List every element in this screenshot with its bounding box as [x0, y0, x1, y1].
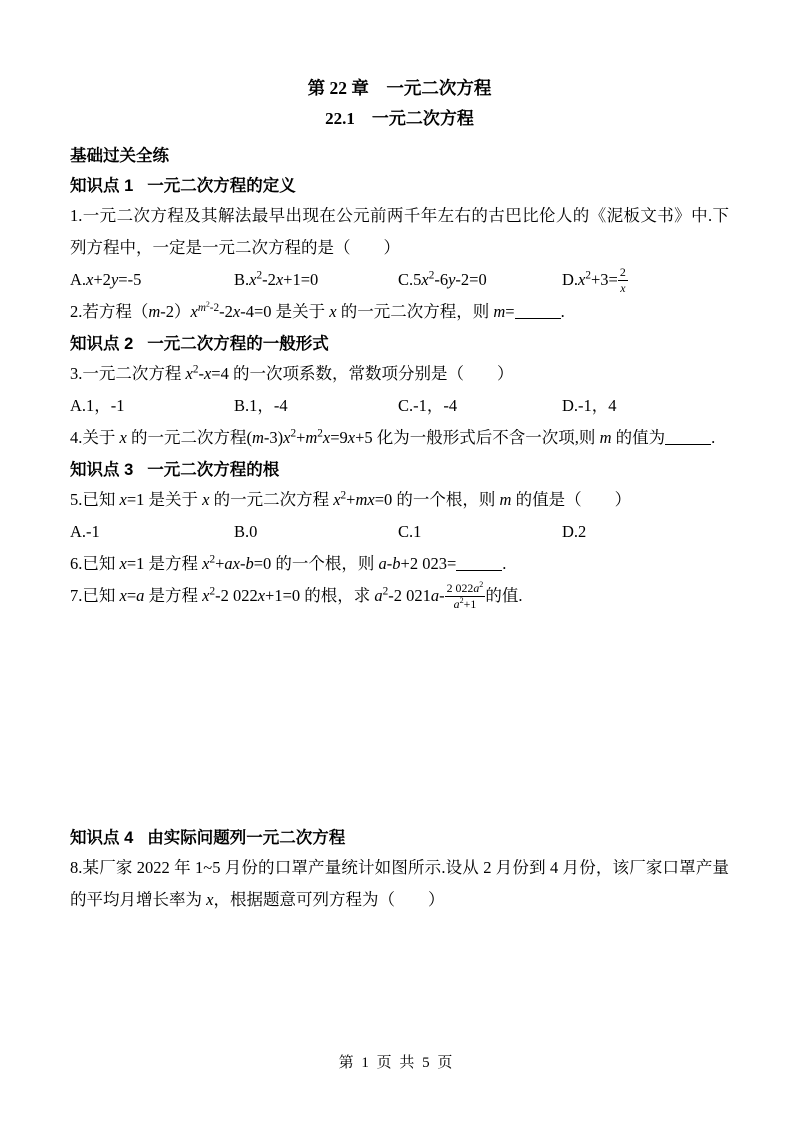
question-5-text: 5.已知 x=1 是关于 x 的一元二次方程 $x^2+mx=0$ 的一个根，则 m 的值是（ ） — [70, 489, 632, 509]
question-6-text: 6.已知 x=1 是方程 $x^2+ax-b=0$ 的一个根，则 a-b+2 023= . — [70, 553, 507, 573]
work-space — [70, 612, 729, 822]
kp2-title: 一元二次方程的一般形式 — [147, 335, 329, 353]
practice-section-label: 基础过关全练 — [70, 147, 169, 165]
q3-option-b: B.1，-4 — [234, 396, 288, 415]
q1-option-b: $B.x^2-2x+1=0$ — [234, 269, 319, 289]
kp3-title: 一元二次方程的根 — [147, 461, 280, 479]
question-3-options — [70, 390, 729, 422]
question-3-text: 3.一元二次方程 $x^2-x=4$ 的一次项系数，常数项分别是（ ） — [70, 363, 514, 383]
section-title: 22.1 一元二次方程 — [325, 109, 474, 128]
chapter-title: 第 22 章 一元二次方程 — [307, 78, 492, 98]
q3-option-d: D.-1，4 — [562, 396, 617, 415]
kp4-label: 知识点 4 — [70, 829, 134, 847]
q3-option-a: A.1，-1 — [70, 396, 125, 415]
question-2-text: 2.若方程$(m-2)x^{m^2-2}-2x-4=0$ 是关于 x 的一元二次方程，则 m= . — [70, 298, 565, 321]
knowledge-point-2 — [70, 331, 729, 358]
kp1-title: 一元二次方程的定义 — [147, 177, 296, 195]
kp2-label: 知识点 2 — [70, 335, 134, 353]
kp1-label: 知识点 1 — [70, 177, 134, 195]
q1-option-d: $D.x^2+3=$ $\frac{2}{x}$ — [562, 265, 626, 295]
q5-option-c: C.1 — [398, 522, 422, 541]
q1-option-c: $C.5x^2-6y-2=0$ — [398, 269, 487, 289]
q5-option-b: B.0 — [234, 522, 258, 541]
knowledge-point-1 — [70, 173, 729, 200]
knowledge-point-3 — [70, 457, 729, 484]
kp4-title: 由实际问题列一元二次方程 — [147, 829, 346, 847]
question-5-options — [70, 516, 729, 548]
q1-option-a: A.x+2y=-5 — [70, 270, 142, 289]
q3-option-c: C.-1，-4 — [398, 396, 458, 415]
question-1-text: 1.一元二次方程及其解法最早出现在公元前两千年左右的古巴比伦人的《泥板文书》中.下列方程中，一定是一元二次方程的是（ ） — [70, 206, 729, 257]
question-4-text: 4.关于 x 的一元二次方程$(m-3)x^2+m^2x=9x+5$ 化为一般形式后不含一次项,则 m 的值为 . — [70, 427, 716, 447]
question-1-options — [70, 264, 729, 296]
page-footer: 第 1 页 共 5 页 — [338, 1055, 455, 1071]
q5-option-a: A.-1 — [70, 522, 100, 541]
question-8-text: 8.某厂家 2022 年 1~5 月份的口罩产量统计如图所示.设从 2 月份到 4 月份，该厂家口罩产量的平均月增长率为 x，根据题意可列方程为（ ） — [70, 858, 729, 909]
question-7-text: 7.已知 x=a 是方程 $x^2-2$ 022x+1=0 的根，求 $a^2-2$ 021a- $\frac{2 022a^2}{a^2+1}$ 的值. — [70, 580, 523, 611]
knowledge-point-4 — [70, 825, 729, 852]
q5-option-d: D.2 — [562, 522, 587, 541]
kp3-label: 知识点 3 — [70, 461, 134, 479]
